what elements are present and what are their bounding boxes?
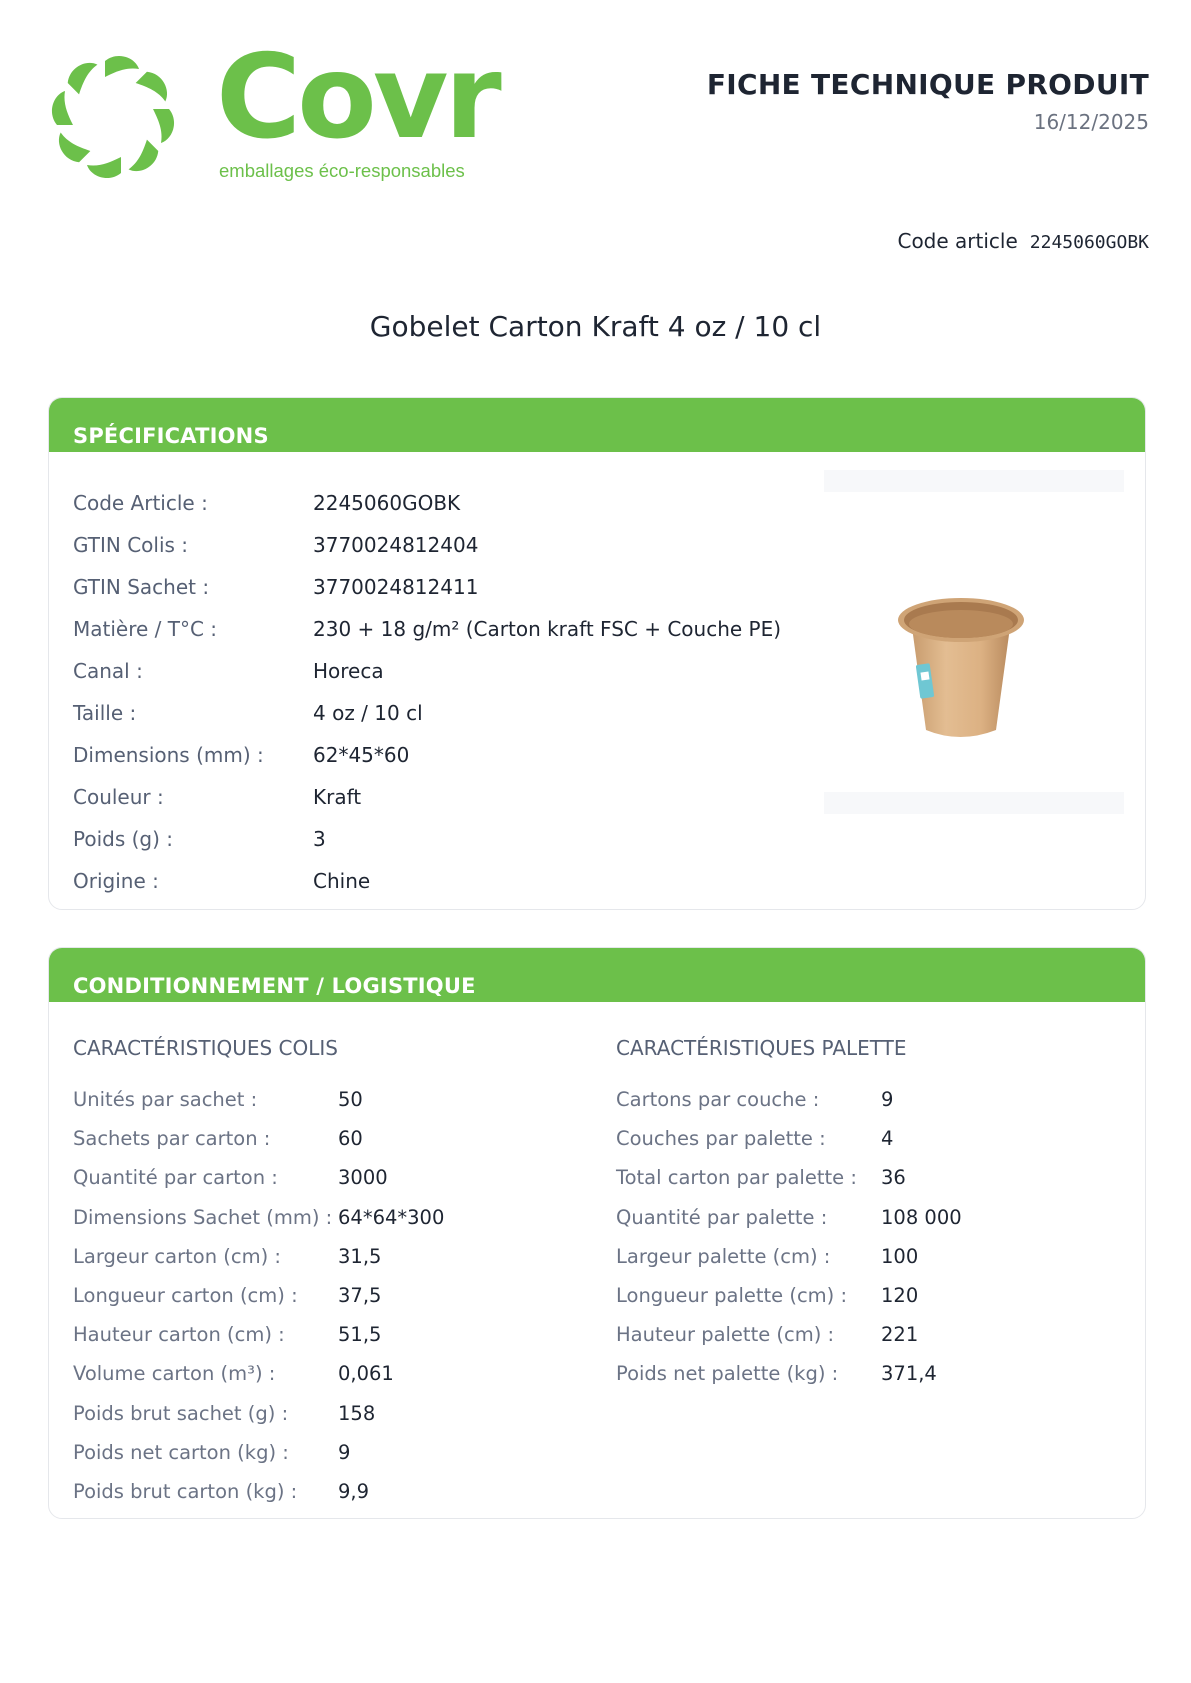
document-date: 16/12/2025 bbox=[1033, 110, 1149, 134]
row-label: Longueur carton (cm) : bbox=[73, 1284, 298, 1308]
row-value: 31,5 bbox=[338, 1244, 382, 1268]
palette-column bbox=[616, 1036, 1136, 1386]
brand-logo bbox=[48, 30, 498, 188]
spec-value: 3 bbox=[313, 827, 326, 851]
spec-row bbox=[73, 656, 384, 686]
spec-label: Taille : bbox=[73, 701, 137, 725]
row-label: Hauteur carton (cm) : bbox=[73, 1323, 285, 1347]
row-label: Largeur carton (cm) : bbox=[73, 1244, 281, 1268]
row-value: 108 000 bbox=[881, 1205, 962, 1229]
spec-value: 4 oz / 10 cl bbox=[313, 701, 423, 725]
row-label: Cartons par couche : bbox=[616, 1088, 820, 1112]
spec-value: Chine bbox=[313, 869, 371, 893]
row-value: 9 bbox=[338, 1440, 351, 1464]
recycle-leaves-icon bbox=[48, 52, 178, 182]
spec-label: Matière / T°C : bbox=[73, 617, 218, 641]
colis-row bbox=[73, 1433, 444, 1472]
row-label: Couches par palette : bbox=[616, 1127, 826, 1151]
spec-label: GTIN Sachet : bbox=[73, 575, 210, 599]
row-label: Unités par sachet : bbox=[73, 1088, 258, 1112]
row-value: 221 bbox=[881, 1323, 919, 1347]
palette-row bbox=[616, 1354, 962, 1393]
row-label: Total carton par palette : bbox=[616, 1166, 857, 1190]
row-value: 4 bbox=[881, 1127, 894, 1151]
spec-label: Couleur : bbox=[73, 785, 164, 809]
article-code-value: 2245060GOBK bbox=[1029, 232, 1149, 253]
palette-row bbox=[616, 1237, 962, 1276]
palette-row bbox=[616, 1080, 962, 1119]
palette-row bbox=[616, 1119, 962, 1158]
document-title: FICHE TECHNIQUE PRODUIT bbox=[706, 68, 1149, 101]
colis-row bbox=[73, 1237, 444, 1276]
brand-tagline: emballages éco-responsables bbox=[219, 160, 465, 181]
spec-value: 3770024812411 bbox=[313, 575, 479, 599]
row-value: 37,5 bbox=[338, 1284, 382, 1308]
colis-row bbox=[73, 1119, 444, 1158]
colis-row bbox=[73, 1394, 444, 1433]
logistics-section bbox=[48, 947, 1146, 1519]
spec-label: GTIN Colis : bbox=[73, 533, 189, 557]
row-value: 9,9 bbox=[338, 1479, 370, 1503]
row-label: Poids net carton (kg) : bbox=[73, 1440, 289, 1464]
colis-row bbox=[73, 1080, 444, 1119]
spec-value: Horeca bbox=[313, 659, 384, 683]
colis-rows bbox=[73, 1080, 444, 1511]
spec-row bbox=[73, 488, 460, 518]
colis-row bbox=[73, 1158, 444, 1197]
spec-row bbox=[73, 740, 409, 770]
spec-value: 3770024812404 bbox=[313, 533, 479, 557]
spec-row bbox=[73, 698, 423, 728]
row-value: 158 bbox=[338, 1401, 376, 1425]
spec-row bbox=[73, 824, 326, 854]
row-label: Longueur palette (cm) : bbox=[616, 1284, 848, 1308]
spec-value: 230 + 18 g/m² (Carton kraft FSC + Couche PE) bbox=[313, 617, 782, 641]
colis-row bbox=[73, 1315, 444, 1354]
image-band bbox=[824, 470, 1124, 492]
specifications-section bbox=[48, 397, 1146, 910]
row-label: Quantité par palette : bbox=[616, 1205, 828, 1229]
spec-value: 2245060GOBK bbox=[313, 491, 461, 515]
column-title: CARACTÉRISTIQUES PALETTE bbox=[616, 1036, 907, 1060]
spec-row bbox=[73, 782, 361, 812]
row-label: Volume carton (m³) : bbox=[73, 1362, 276, 1386]
colis-row bbox=[73, 1198, 444, 1237]
spec-row bbox=[73, 866, 370, 896]
row-label: Poids net palette (kg) : bbox=[616, 1362, 839, 1386]
section-header bbox=[49, 948, 1145, 1002]
product-image bbox=[824, 468, 1124, 808]
row-value: 371,4 bbox=[881, 1362, 937, 1386]
row-value: 50 bbox=[338, 1088, 363, 1112]
section-title: CONDITIONNEMENT / LOGISTIQUE bbox=[73, 974, 476, 998]
article-code-label: Code article bbox=[897, 229, 1018, 253]
row-value: 3000 bbox=[338, 1166, 388, 1190]
row-value: 60 bbox=[338, 1127, 363, 1151]
spec-row bbox=[73, 530, 478, 560]
palette-rows bbox=[616, 1080, 962, 1394]
palette-row bbox=[616, 1198, 962, 1237]
section-header bbox=[49, 398, 1145, 452]
article-code bbox=[897, 229, 1149, 253]
row-label: Hauteur palette (cm) : bbox=[616, 1323, 835, 1347]
section-title: SPÉCIFICATIONS bbox=[73, 424, 269, 448]
product-title: Gobelet Carton Kraft 4 oz / 10 cl bbox=[369, 310, 822, 343]
spec-row bbox=[73, 614, 781, 644]
row-label: Quantité par carton : bbox=[73, 1166, 278, 1190]
palette-row bbox=[616, 1276, 962, 1315]
colis-column bbox=[73, 1036, 593, 1503]
spec-value: 62*45*60 bbox=[313, 743, 410, 767]
spec-row bbox=[73, 572, 478, 602]
spec-label: Dimensions (mm) : bbox=[73, 743, 264, 767]
row-label: Largeur palette (cm) : bbox=[616, 1244, 831, 1268]
colis-row bbox=[73, 1276, 444, 1315]
spec-label: Code Article : bbox=[73, 491, 208, 515]
row-value: 64*64*300 bbox=[338, 1205, 445, 1229]
spec-value: Kraft bbox=[313, 785, 362, 809]
column-title: CARACTÉRISTIQUES COLIS bbox=[73, 1036, 338, 1060]
colis-row bbox=[73, 1354, 444, 1393]
spec-label: Canal : bbox=[73, 659, 143, 683]
row-label: Dimensions Sachet (mm) : bbox=[73, 1205, 333, 1229]
row-value: 100 bbox=[881, 1244, 919, 1268]
spec-label: Origine : bbox=[73, 869, 159, 893]
row-label: Poids brut carton (kg) : bbox=[73, 1479, 298, 1503]
image-band bbox=[824, 792, 1124, 814]
row-value: 36 bbox=[881, 1166, 906, 1190]
brand-wordmark: Covr bbox=[216, 30, 498, 165]
row-value: 9 bbox=[881, 1088, 894, 1112]
row-value: 120 bbox=[881, 1284, 919, 1308]
row-value: 0,061 bbox=[338, 1362, 394, 1386]
spec-label: Poids (g) : bbox=[73, 827, 174, 851]
palette-row bbox=[616, 1158, 962, 1197]
row-value: 51,5 bbox=[338, 1323, 382, 1347]
palette-row bbox=[616, 1315, 962, 1354]
paper-cup-illustration bbox=[824, 468, 1124, 808]
colis-row bbox=[73, 1472, 444, 1511]
row-label: Poids brut sachet (g) : bbox=[73, 1401, 289, 1425]
row-label: Sachets par carton : bbox=[73, 1127, 271, 1151]
